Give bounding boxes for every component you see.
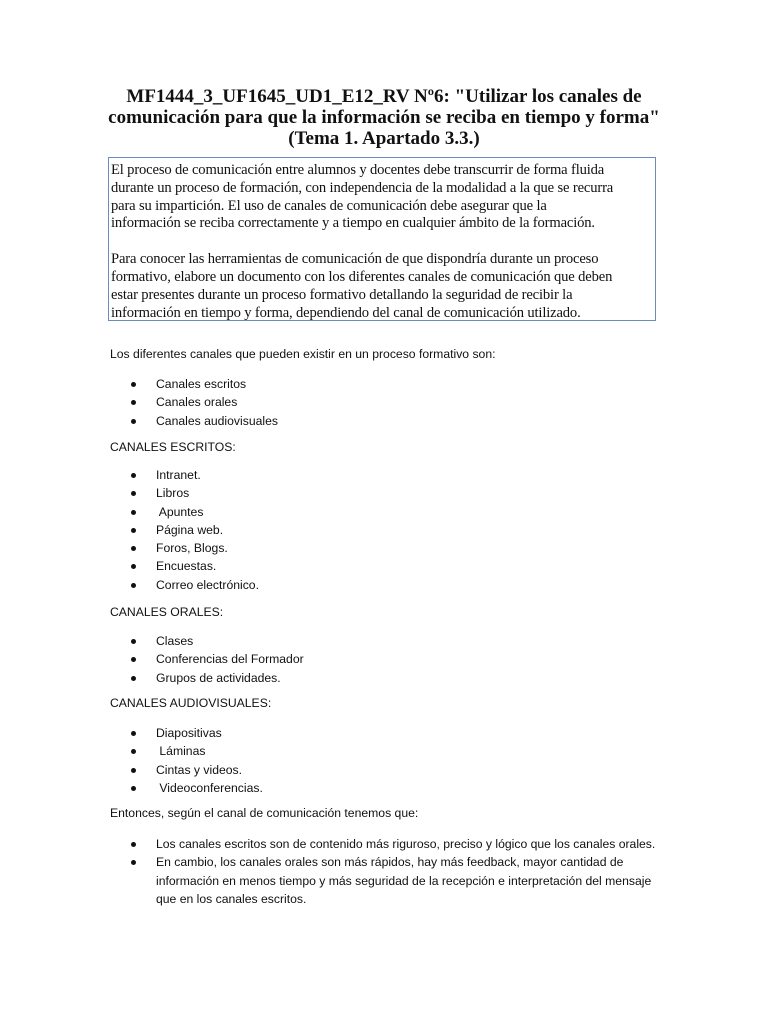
escritos-list: [0, 466, 259, 594]
audiovisuales-list: [0, 724, 263, 797]
list-item: Canales audiovisuales: [0, 412, 278, 430]
list-item: En cambio, los canales orales son más rápidos, hay más feedback, mayor cantidad de información en menos tiempo y más seguridad de la recepción e interpretación del mensaje que en los canales escritos.: [0, 853, 656, 908]
list-item: Canales escritos: [0, 375, 278, 393]
bullet-icon: [131, 564, 136, 569]
bullet-icon: [131, 473, 136, 478]
exercise-statement-box: [108, 157, 656, 321]
document-title: MF1444_3_UF1645_UD1_E12_RV Nº6: "Utilizar los canales de comunicación para que la información se reciba en tiempo y forma" (Tema 1. Apartado 3.3.): [108, 86, 660, 149]
list-item: Cintas y videos.: [0, 761, 263, 779]
list-item: Clases: [0, 632, 304, 650]
list-item: Encuestas.: [0, 557, 259, 575]
bullet-icon: [131, 491, 136, 496]
bullet-icon: [131, 860, 136, 865]
bullet-icon: [131, 749, 136, 754]
bullet-icon: [131, 382, 136, 387]
list-item: Diapositivas: [0, 724, 263, 742]
bullet-icon: [131, 639, 136, 644]
bullet-icon: [131, 400, 136, 405]
list-item: Correo electrónico.: [0, 576, 259, 594]
bullet-icon: [131, 676, 136, 681]
audiovisuales-heading: CANALES AUDIOVISUALES:: [110, 696, 272, 710]
bullet-icon: [131, 546, 136, 551]
list-item: Grupos de actividades.: [0, 669, 304, 687]
bullet-icon: [131, 731, 136, 736]
list-item: Libros: [0, 484, 259, 502]
orales-list: [0, 632, 304, 687]
bullet-icon: [131, 768, 136, 773]
channels-list: [0, 375, 278, 430]
list-item: Láminas: [0, 742, 263, 760]
bullet-icon: [131, 842, 136, 847]
list-item: Los canales escritos son de contenido más riguroso, preciso y lógico que los canales orales.: [0, 835, 656, 853]
bullet-icon: [131, 419, 136, 424]
bullet-icon: [131, 657, 136, 662]
list-item: Foros, Blogs.: [0, 539, 259, 557]
bullet-icon: [131, 510, 136, 515]
bullet-icon: [131, 583, 136, 588]
list-item: Intranet.: [0, 466, 259, 484]
statement-paragraph-2: Para conocer las herramientas de comunicación de que dispondría durante un proceso formativo, elabore un documento con los diferentes canales de comunicación que deben estar presentes durante un proceso formativo detallando la seguridad de recibir la información en tiempo y forma, dependiendo del canal de comunicación utilizado.: [111, 251, 613, 321]
statement-paragraph-1: El proceso de comunicación entre alumnos y docentes debe transcurrir de forma fluida durante un proceso de formación, con independencia de la modalidad a la que se recurra para su impartición. El uso de canales de comunicación debe asegurar que la información se reciba correctamente y a tiempo en cualquier ámbito de la formación.: [111, 162, 614, 232]
list-item: Apuntes: [0, 503, 259, 521]
list-item: Conferencias del Formador: [0, 650, 304, 668]
escritos-heading: CANALES ESCRITOS:: [110, 440, 236, 454]
bullet-icon: [131, 786, 136, 791]
list-item: Videoconferencias.: [0, 779, 263, 797]
list-item: Canales orales: [0, 393, 278, 411]
list-item: Página web.: [0, 521, 259, 539]
bullet-icon: [131, 528, 136, 533]
orales-heading: CANALES ORALES:: [110, 605, 224, 619]
channels-lead: Los diferentes canales que pueden existir en un proceso formativo son:: [110, 347, 496, 361]
conclusion-lead: Entonces, según el canal de comunicación tenemos que:: [110, 806, 419, 820]
conclusion-list: [0, 835, 656, 908]
